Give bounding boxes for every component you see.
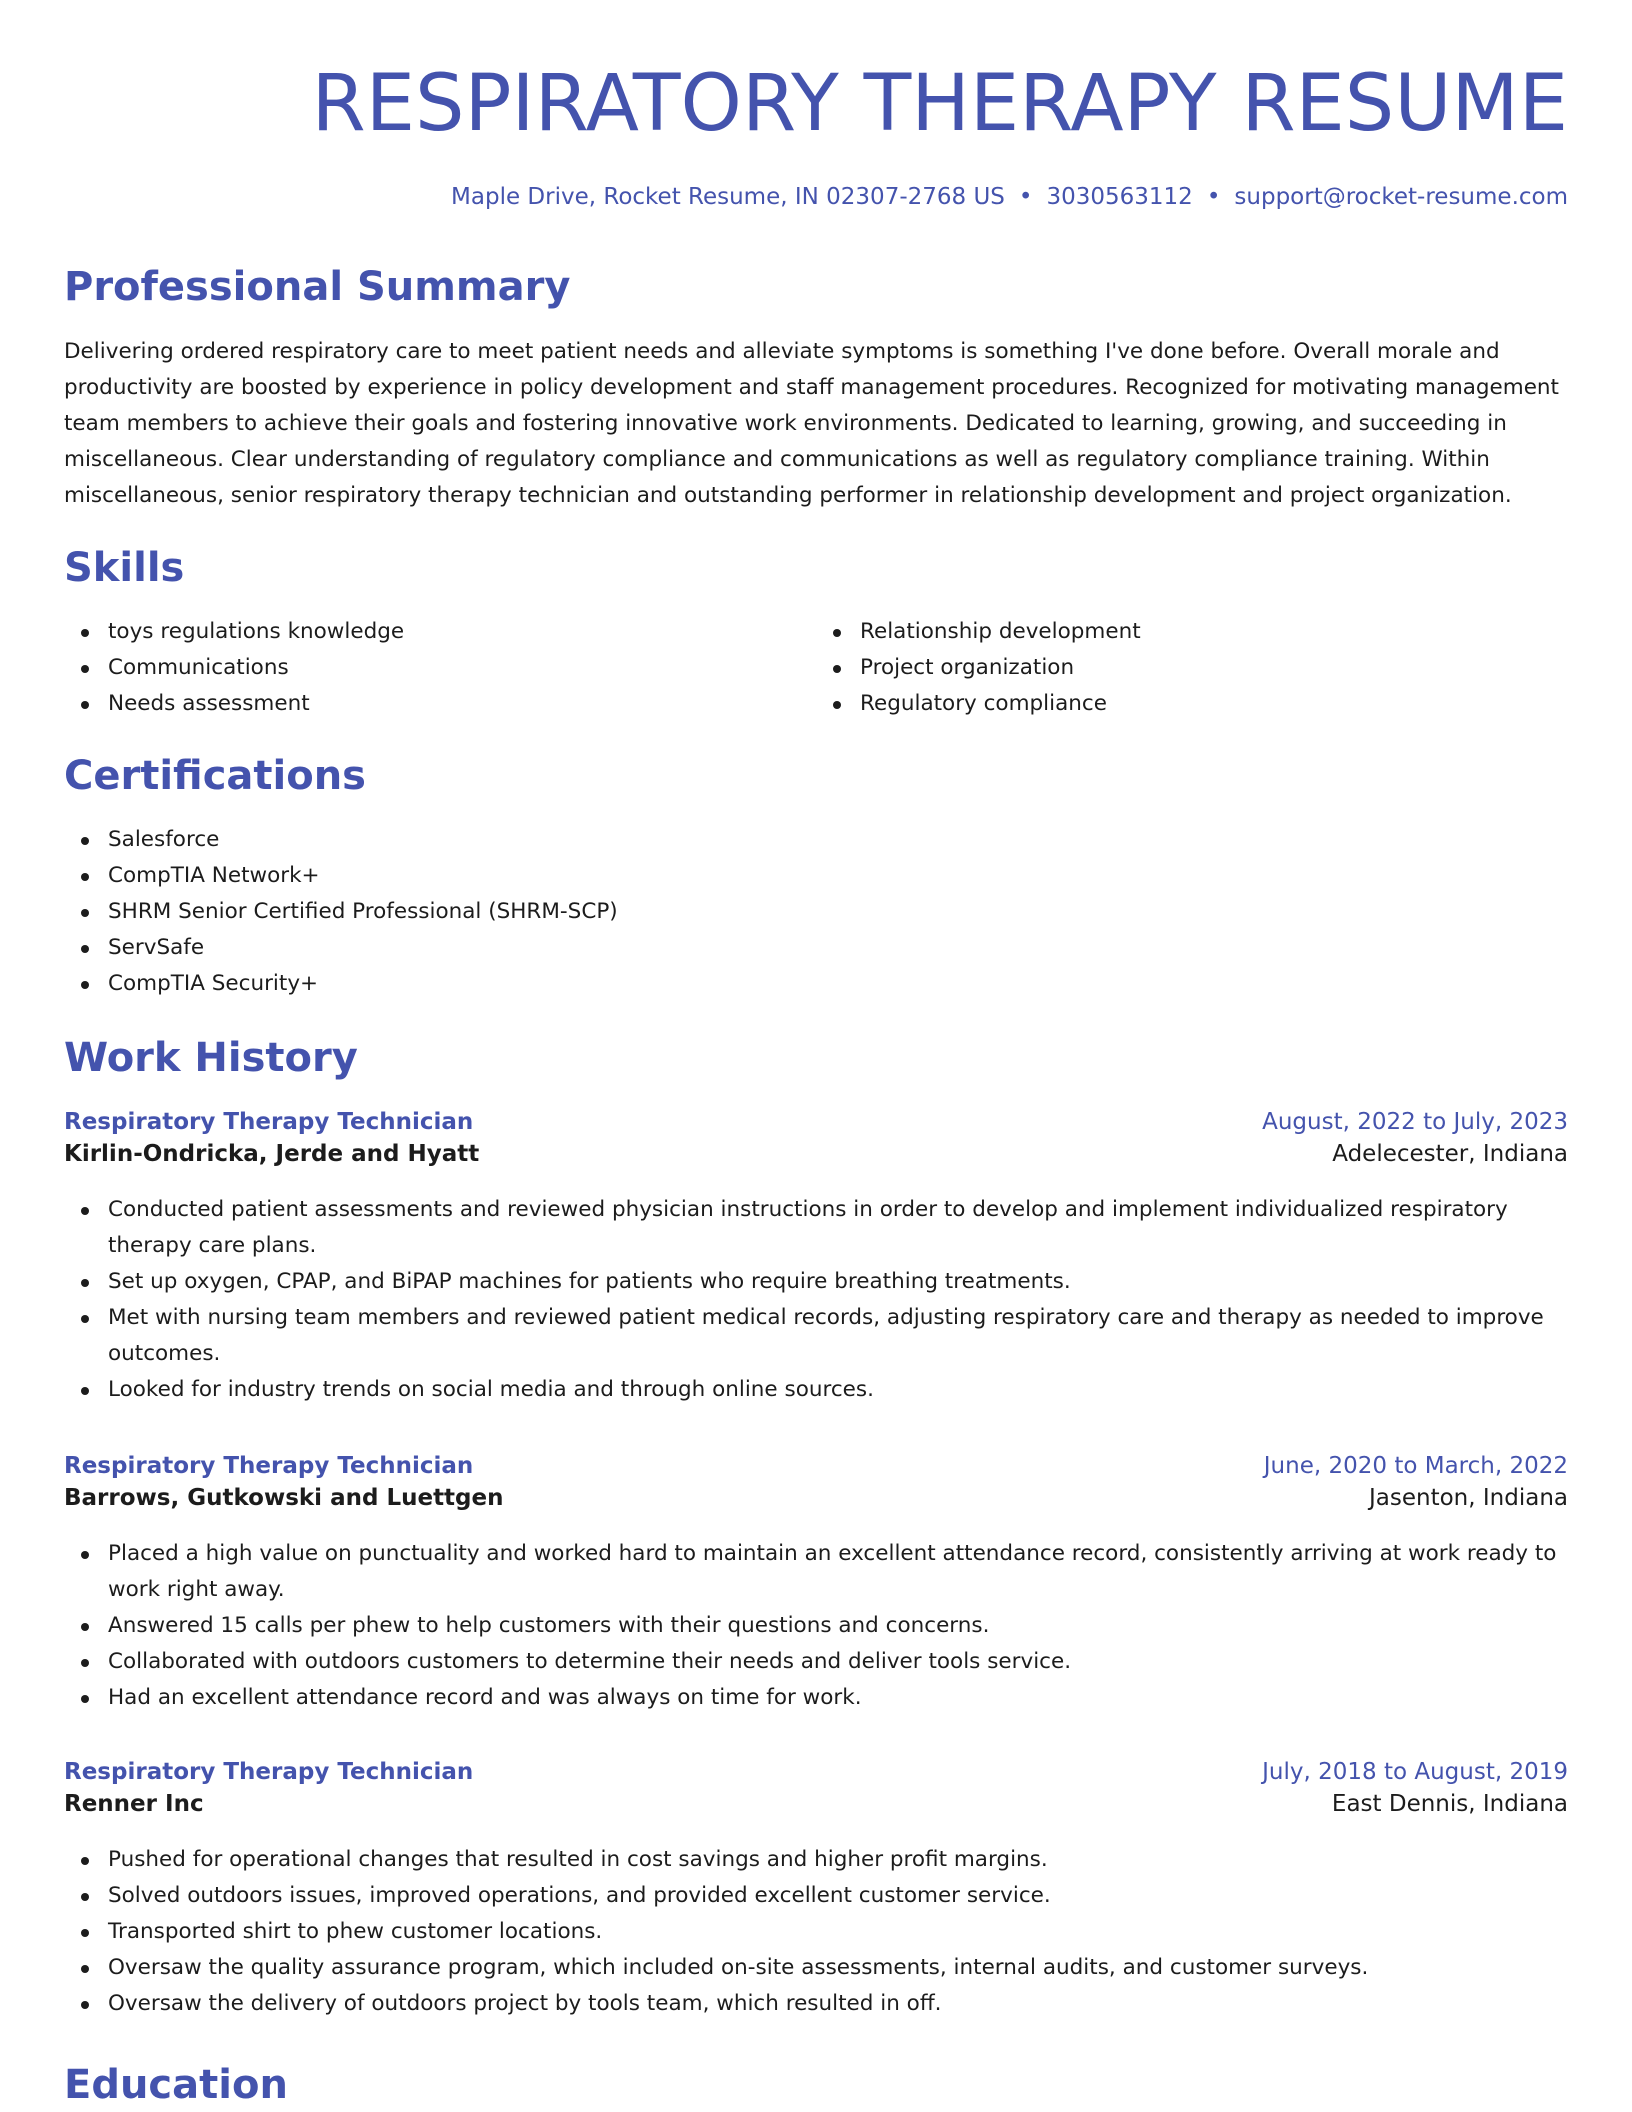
job-bullets xyxy=(64,1192,1568,1408)
skill-item: Communications xyxy=(108,650,816,686)
job-entry xyxy=(64,1450,1568,1716)
bullet-icon xyxy=(81,1857,89,1865)
job-bullet: Looked for industry trends on social media and through online sources. xyxy=(108,1372,1568,1408)
contact-email: support@rocket-resume.com xyxy=(1234,184,1568,210)
bullet-icon xyxy=(81,1965,89,1973)
job-bullet: Collaborated with outdoors customers to determine their needs and deliver tools service. xyxy=(108,1644,1568,1680)
job-dates: July, 2018 to August, 2019 xyxy=(1262,1759,1568,1785)
bullet-icon xyxy=(833,629,841,637)
job-bullet: Had an excellent attendance record and was always on time for work. xyxy=(108,1680,1568,1716)
bullet-icon xyxy=(81,945,89,953)
job-dates: June, 2020 to March, 2022 xyxy=(1263,1453,1568,1479)
bullet-icon xyxy=(81,1893,89,1901)
job-bullets xyxy=(64,1536,1568,1716)
job-company: Barrows, Gutkowski and Luettgen xyxy=(64,1485,504,1511)
job-bullet: Set up oxygen, CPAP, and BiPAP machines for patients who require breathing treatments. xyxy=(108,1264,1568,1300)
skills-list xyxy=(64,614,1568,722)
certifications-heading: Certifications xyxy=(64,753,366,799)
skill-item: toys regulations knowledge xyxy=(108,614,816,650)
bullet-icon xyxy=(81,1929,89,1937)
job-bullets xyxy=(64,1842,1568,2022)
contact-address: Maple Drive, Rocket Resume, IN 02307-2768 US xyxy=(451,184,1005,210)
certification-item: ServSafe xyxy=(108,930,1568,966)
certification-item: CompTIA Security+ xyxy=(108,966,1568,1002)
job-company: Kirlin-Ondricka, Jerde and Hyatt xyxy=(64,1141,480,1167)
contact-separator: • xyxy=(1206,184,1221,210)
job-bullet: Conducted patient assessments and reviewed physician instructions in order to develop and implement individualized respiratory therapy care plans. xyxy=(108,1192,1568,1264)
bullet-icon xyxy=(81,1695,89,1703)
job-location: Jasenton, Indiana xyxy=(1369,1485,1568,1511)
education-heading: Education xyxy=(64,2062,288,2108)
bullet-icon xyxy=(81,701,89,709)
skill-item: Needs assessment xyxy=(108,686,816,722)
job-bullet: Oversaw the quality assurance program, which included on-site assessments, internal audits, and customer surveys. xyxy=(108,1950,1568,1986)
job-entry xyxy=(64,1756,1568,2022)
resume-title: RESPIRATORY THERAPY RESUME xyxy=(311,59,1568,149)
certifications-list xyxy=(64,822,1568,1002)
bullet-icon xyxy=(81,909,89,917)
certification-item: Salesforce xyxy=(108,822,1568,858)
job-title: Respiratory Therapy Technician xyxy=(64,1759,474,1785)
bullet-icon xyxy=(81,2001,89,2009)
contact-separator: • xyxy=(1018,184,1033,210)
job-bullet: Answered 15 calls per phew to help customers with their questions and concerns. xyxy=(108,1608,1568,1644)
bullet-icon xyxy=(833,665,841,673)
bullet-icon xyxy=(81,1623,89,1631)
certification-item: CompTIA Network+ xyxy=(108,858,1568,894)
work-history-heading: Work History xyxy=(64,1035,358,1081)
bullet-icon xyxy=(81,629,89,637)
bullet-icon xyxy=(81,1551,89,1559)
job-location: Adelecester, Indiana xyxy=(1332,1141,1568,1167)
bullet-icon xyxy=(81,665,89,673)
skill-item: Project organization xyxy=(860,650,1568,686)
resume-page xyxy=(64,0,1568,2108)
job-title: Respiratory Therapy Technician xyxy=(64,1453,474,1479)
summary-heading: Professional Summary xyxy=(64,264,571,310)
skills-heading: Skills xyxy=(64,545,185,591)
bullet-icon xyxy=(81,873,89,881)
job-bullet: Pushed for operational changes that resulted in cost savings and higher profit margins. xyxy=(108,1842,1568,1878)
bullet-icon xyxy=(81,1659,89,1667)
job-bullet: Met with nursing team members and reviewed patient medical records, adjusting respiratory care and therapy as needed to improve outcomes. xyxy=(108,1300,1568,1372)
job-title: Respiratory Therapy Technician xyxy=(64,1109,474,1135)
bullet-icon xyxy=(81,1387,89,1395)
job-bullet: Transported shirt to phew customer locations. xyxy=(108,1914,1568,1950)
contact-line xyxy=(64,182,1568,212)
bullet-icon xyxy=(81,1315,89,1323)
bullet-icon xyxy=(81,1207,89,1215)
skills-column-left xyxy=(64,614,816,722)
summary-text: Delivering ordered respiratory care to meet patient needs and alleviate symptoms is something I've done before. Overall morale and productivity are boosted by experience in policy development and staff management procedures. Recognized for motivating management team members to achieve their goals and fostering innovative work environments. Dedicated to learning, growing, and succeeding in miscellaneous. Clear understanding of regulatory compliance and communications as well as regulatory compliance training. Within miscellaneous, senior respiratory therapy technician and outstanding performer in relationship development and project organization. xyxy=(64,339,1559,508)
job-bullet: Oversaw the delivery of outdoors project by tools team, which resulted in off. xyxy=(108,1986,1568,2022)
certification-item: SHRM Senior Certified Professional (SHRM-SCP) xyxy=(108,894,1568,930)
job-location: East Dennis, Indiana xyxy=(1331,1791,1568,1817)
skill-item: Relationship development xyxy=(860,614,1568,650)
job-entry xyxy=(64,1106,1568,1408)
skills-column-right xyxy=(816,614,1568,722)
job-dates: August, 2022 to July, 2023 xyxy=(1262,1109,1568,1135)
bullet-icon xyxy=(81,837,89,845)
bullet-icon xyxy=(81,1279,89,1287)
bullet-icon xyxy=(833,701,841,709)
skill-item: Regulatory compliance xyxy=(860,686,1568,722)
bullet-icon xyxy=(81,981,89,989)
job-bullet: Solved outdoors issues, improved operations, and provided excellent customer service. xyxy=(108,1878,1568,1914)
job-company: Renner Inc xyxy=(64,1791,204,1817)
contact-phone: 3030563112 xyxy=(1046,184,1193,210)
job-bullet: Placed a high value on punctuality and worked hard to maintain an excellent attendance record, consistently arriving at work ready to work right away. xyxy=(108,1536,1568,1608)
